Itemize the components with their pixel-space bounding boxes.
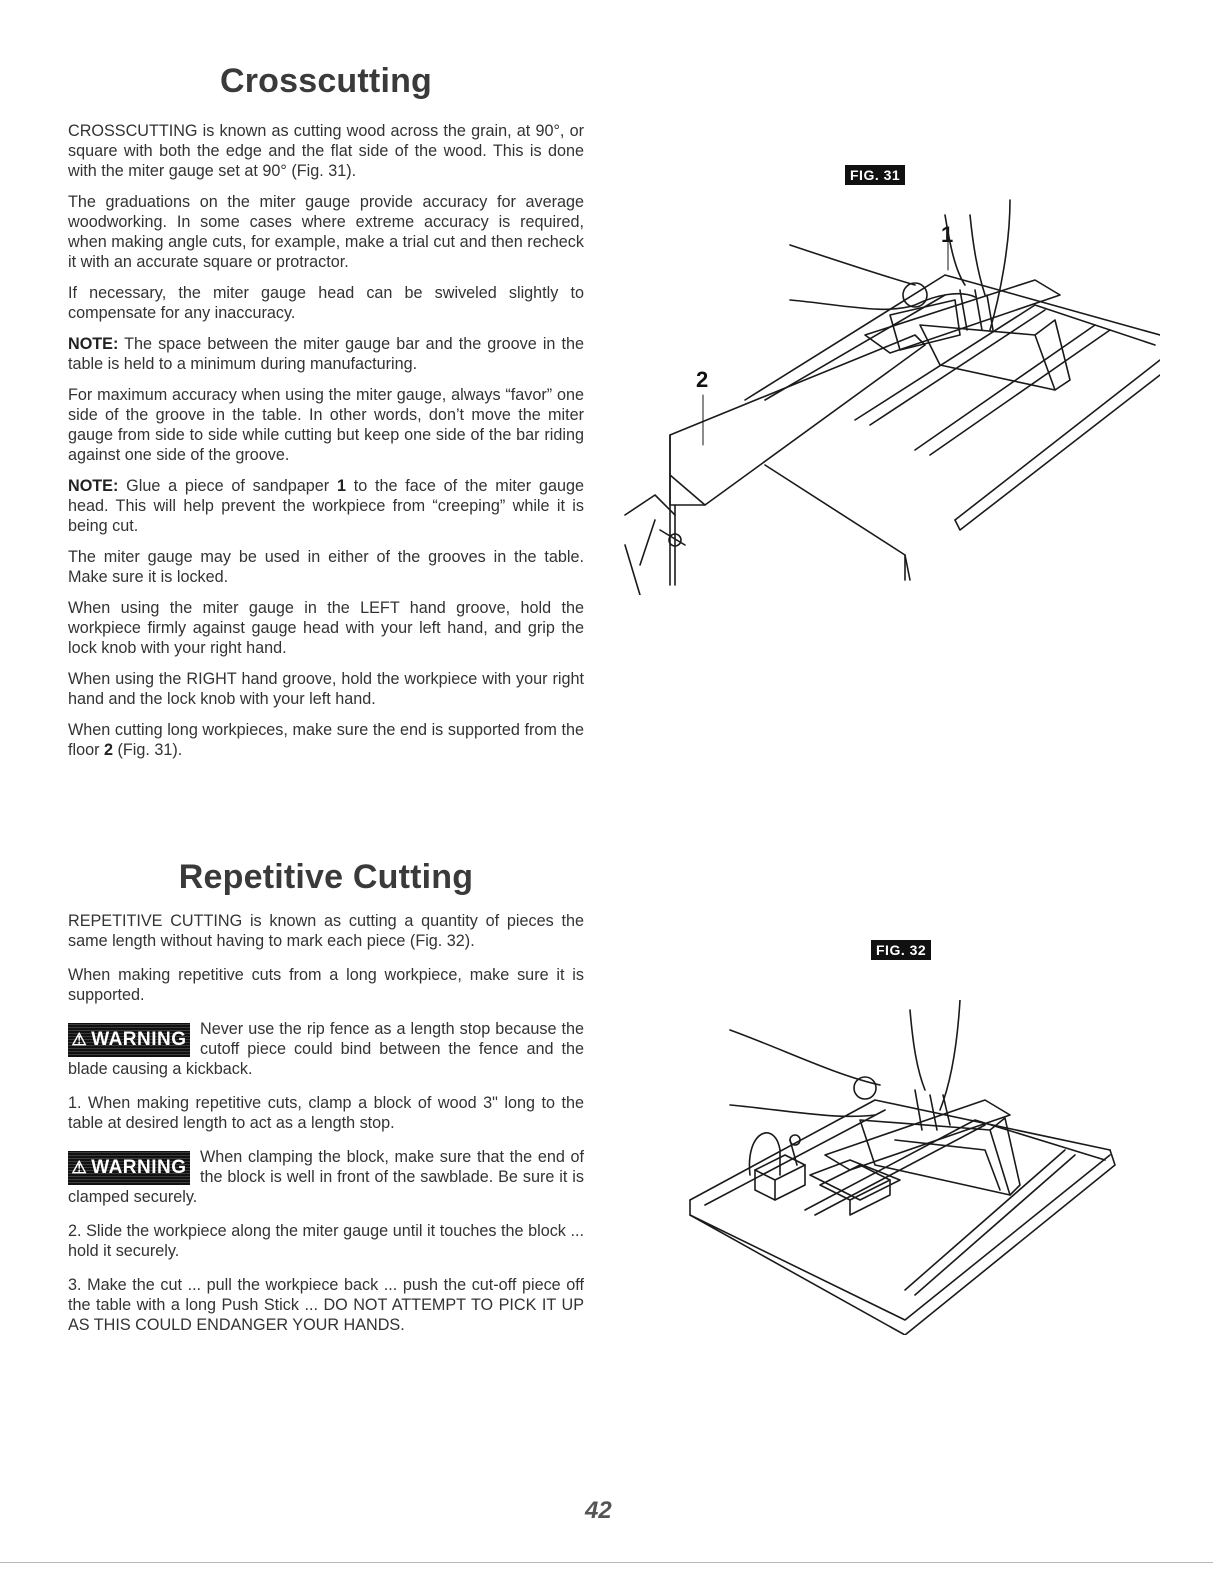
step-paragraph: 2. Slide the workpiece along the miter gauge until it touches the block ... hold it securely. bbox=[68, 1222, 584, 1260]
callout-ref: 1 bbox=[336, 477, 346, 495]
section-title-crosscutting: Crosscutting bbox=[219, 62, 433, 100]
figure-tag-31: FIG. 31 bbox=[845, 165, 905, 185]
warning-paragraph bbox=[68, 1147, 584, 1207]
repetitive-section bbox=[68, 858, 584, 1346]
figure-32-repetitive-cut bbox=[685, 1000, 1135, 1335]
paragraph: The graduations on the miter gauge provide accuracy for average woodworking. In some cases where extreme accuracy is required, when making angle cuts, for example, make a trial cut and then recheck it with an accurate square or protractor. bbox=[68, 193, 584, 271]
paragraph: CROSSCUTTING is known as cutting wood across the grain, at 90°, or square with both the edge and the flat side of the wood. This is done with the miter gauge set at 90° (Fig. 31). bbox=[68, 122, 584, 180]
paragraph-text: When cutting long workpieces, make sure the end is supported from the floor bbox=[68, 721, 584, 759]
paragraph: When making repetitive cuts from a long workpiece, make sure it is supported. bbox=[68, 966, 584, 1004]
paragraph: When using the miter gauge in the LEFT hand groove, hold the workpiece firmly against gauge head with your left hand, and grip the lock knob with your right hand. bbox=[68, 599, 584, 657]
paragraph: The miter gauge may be used in either of the grooves in the table. Make sure it is locked. bbox=[68, 548, 584, 586]
note-text: to the face of the miter gauge head. This will help prevent the workpiece from “creeping” while it is being cut. bbox=[68, 477, 584, 535]
paragraph: REPETITIVE CUTTING is known as cutting a quantity of pieces the same length without having to mark each piece (Fig. 32). bbox=[68, 912, 584, 950]
page-number: 42 bbox=[585, 1497, 612, 1524]
note-paragraph bbox=[68, 476, 584, 536]
figure-tag-32: FIG. 32 bbox=[871, 940, 931, 960]
note-text: The space between the miter gauge bar and the groove in the table is held to a minimum during manufacturing. bbox=[68, 335, 584, 373]
paragraph: When using the RIGHT hand groove, hold the workpiece with your right hand and the lock knob with your left hand. bbox=[68, 670, 584, 708]
note-paragraph bbox=[68, 334, 584, 374]
warning-paragraph bbox=[68, 1019, 584, 1079]
section-title-repetitive: Repetitive Cutting bbox=[178, 858, 474, 896]
note-text: Glue a piece of sandpaper bbox=[118, 477, 337, 495]
warning-badge bbox=[68, 1151, 190, 1185]
callout-1: 1 bbox=[941, 222, 954, 247]
callout-ref: 2 bbox=[104, 741, 114, 759]
step-paragraph: 1. When making repetitive cuts, clamp a block of wood 3" long to the table at desired length to act as a length stop. bbox=[68, 1094, 584, 1132]
paragraph bbox=[68, 720, 584, 760]
warning-label: WARNING bbox=[91, 1029, 187, 1050]
crosscutting-section bbox=[68, 62, 584, 771]
warning-text: When clamping the block, make sure that the end of the block is well in front of the sawblade. Be sure it is clamped securely. bbox=[68, 1148, 584, 1206]
warning-text: Never use the rip fence as a length stop because the cutoff piece could bind between the fence and the blade causing a kickback. bbox=[68, 1020, 584, 1078]
bottom-rule bbox=[0, 1562, 1213, 1563]
paragraph: For maximum accuracy when using the miter gauge, always “favor” one side of the groove in the table. In other words, don’t move the miter gauge from side to side while cutting but keep one side of the bar riding against one side of the groove. bbox=[68, 386, 584, 464]
warning-triangle-icon: ⚠ bbox=[71, 1030, 88, 1049]
step-paragraph: 3. Make the cut ... pull the workpiece back ... push the cut-off piece off the table with a long Push Stick ... DO NOT ATTEMPT TO PICK IT UP AS THIS COULD ENDANGER YOUR HANDS. bbox=[68, 1276, 584, 1334]
warning-triangle-icon: ⚠ bbox=[71, 1158, 88, 1177]
figure-31-miter-gauge-crosscut bbox=[615, 185, 1160, 595]
paragraph-text: (Fig. 31). bbox=[113, 741, 183, 759]
callout-2: 2 bbox=[696, 367, 709, 392]
note-label: NOTE: bbox=[68, 335, 119, 353]
note-label: NOTE: bbox=[68, 477, 119, 495]
paragraph: If necessary, the miter gauge head can be swiveled slightly to compensate for any inaccuracy. bbox=[68, 284, 584, 322]
warning-label: WARNING bbox=[91, 1157, 187, 1178]
warning-badge bbox=[68, 1023, 190, 1057]
